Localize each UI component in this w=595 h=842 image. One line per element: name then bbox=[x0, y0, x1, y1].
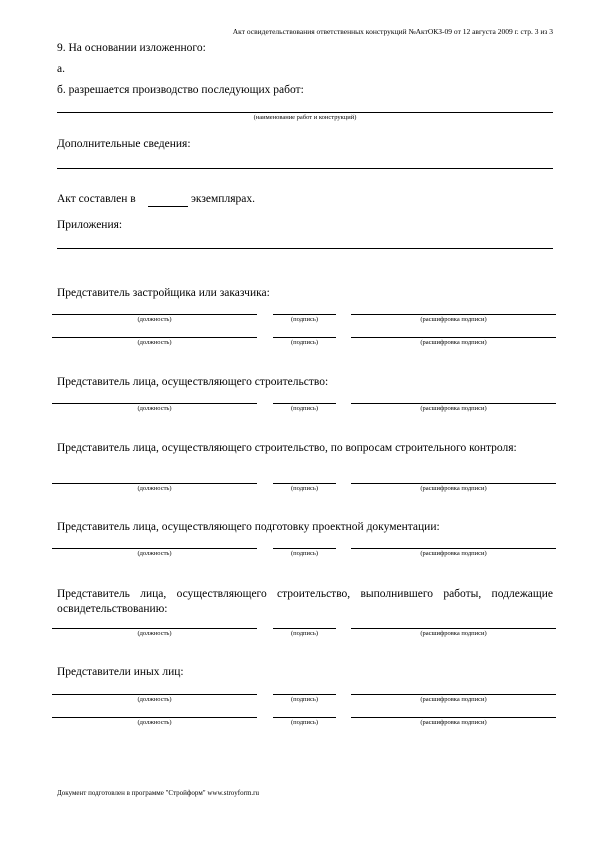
decoding-caption: (расшифровка подписи) bbox=[420, 339, 487, 346]
position-line bbox=[52, 314, 257, 315]
position-caption: (должность) bbox=[137, 719, 172, 726]
decoding-line bbox=[351, 337, 556, 338]
section-design-documentation: Представитель лица, осуществляющего подготовку проектной документации: bbox=[57, 521, 440, 533]
decoding-line bbox=[351, 483, 556, 484]
position-caption: (должность) bbox=[137, 339, 172, 346]
decoding-caption: (расшифровка подписи) bbox=[420, 630, 487, 637]
item-a: а. bbox=[57, 63, 65, 75]
decoding-caption: (расшифровка подписи) bbox=[420, 485, 487, 492]
position-line bbox=[52, 717, 257, 718]
signature-line bbox=[273, 403, 336, 404]
item-b: б. разрешается производство последующих работ: bbox=[57, 84, 304, 96]
position-caption: (должность) bbox=[137, 630, 172, 637]
decoding-caption: (расшифровка подписи) bbox=[420, 316, 487, 323]
signature-caption: (подпись) bbox=[291, 696, 318, 703]
signature-line bbox=[273, 717, 336, 718]
signature-caption: (подпись) bbox=[291, 550, 318, 557]
signature-line bbox=[273, 314, 336, 315]
signature-line bbox=[273, 548, 336, 549]
signature-caption: (подпись) bbox=[291, 339, 318, 346]
page-footer: Документ подготовлен в программе "Стройформ" www.stroyform.ru bbox=[57, 789, 259, 797]
signature-caption: (подпись) bbox=[291, 485, 318, 492]
decoding-line bbox=[351, 314, 556, 315]
signature-caption: (подпись) bbox=[291, 719, 318, 726]
section-customer: Представитель застройщика или заказчика: bbox=[57, 287, 270, 299]
position-line bbox=[52, 548, 257, 549]
copies-count-blank bbox=[148, 206, 188, 207]
additional-info-line bbox=[57, 168, 553, 169]
position-line bbox=[52, 694, 257, 695]
section-other-parties: Представители иных лиц: bbox=[57, 666, 184, 678]
decoding-caption: (расшифровка подписи) bbox=[420, 696, 487, 703]
additional-info-label: Дополнительные сведения: bbox=[57, 138, 191, 150]
signature-caption: (подпись) bbox=[291, 630, 318, 637]
position-caption: (должность) bbox=[137, 316, 172, 323]
appendix-line bbox=[57, 248, 553, 249]
signature-caption: (подпись) bbox=[291, 316, 318, 323]
decoding-line bbox=[351, 694, 556, 695]
item-9-heading: 9. На основании изложенного: bbox=[57, 42, 206, 54]
section-builder: Представитель лица, осуществляющего строительство: bbox=[57, 376, 329, 388]
signature-line bbox=[273, 628, 336, 629]
position-caption: (должность) bbox=[137, 485, 172, 492]
position-line bbox=[52, 483, 257, 484]
position-line bbox=[52, 337, 257, 338]
works-line bbox=[57, 112, 553, 113]
position-line bbox=[52, 628, 257, 629]
copies-label-start: Акт составлен в bbox=[57, 193, 136, 205]
decoding-caption: (расшифровка подписи) bbox=[420, 719, 487, 726]
position-caption: (должность) bbox=[137, 405, 172, 412]
section-construction-control: Представитель лица, осуществляющего строительство, по вопросам строительного контроля: bbox=[57, 442, 517, 454]
decoding-line bbox=[351, 548, 556, 549]
signature-line bbox=[273, 337, 336, 338]
position-caption: (должность) bbox=[137, 696, 172, 703]
signature-caption: (подпись) bbox=[291, 405, 318, 412]
decoding-caption: (расшифровка подписи) bbox=[420, 550, 487, 557]
decoding-caption: (расшифровка подписи) bbox=[420, 405, 487, 412]
page-header: Акт освидетельствования ответственных конструкций №АктОКЗ-09 от 12 августа 2009 г. стр. 3 из 3 bbox=[232, 27, 553, 36]
decoding-line bbox=[351, 628, 556, 629]
copies-label-end: экземплярах. bbox=[191, 193, 255, 205]
section-performer: Представитель лица, осуществляющего строительство, выполнившего работы, подлежащие освидетельствованию: bbox=[57, 588, 553, 615]
appendix-label: Приложения: bbox=[57, 219, 123, 231]
signature-line bbox=[273, 483, 336, 484]
decoding-line bbox=[351, 717, 556, 718]
position-line bbox=[52, 403, 257, 404]
decoding-line bbox=[351, 403, 556, 404]
position-caption: (должность) bbox=[137, 550, 172, 557]
signature-line bbox=[273, 694, 336, 695]
works-caption: (наименование работ и конструкций) bbox=[253, 114, 357, 121]
